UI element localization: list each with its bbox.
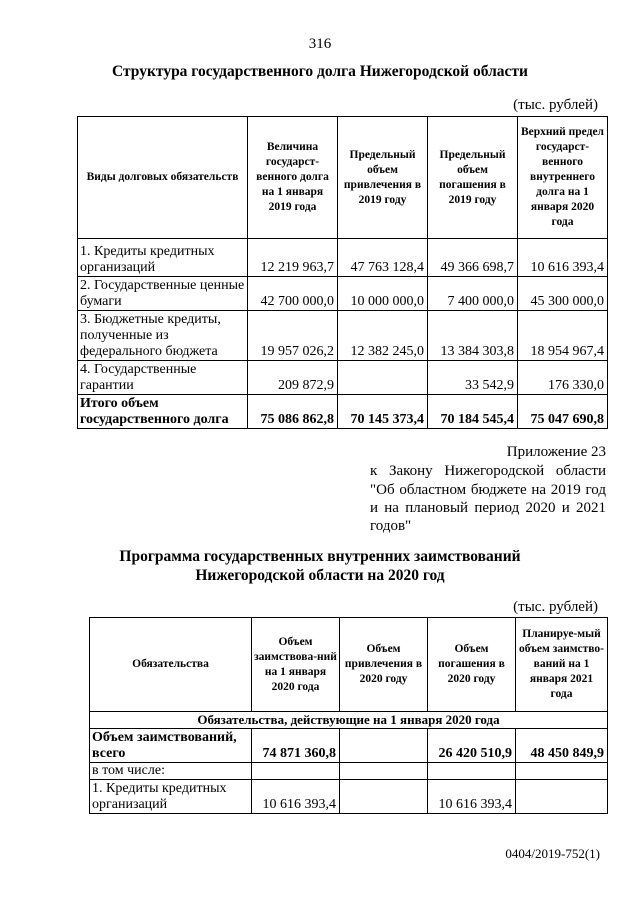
page-number: 316 <box>308 36 332 52</box>
cell-value: 75 086 862,8 <box>248 395 338 429</box>
section-label: Обязательства, действующие на 1 января 2020 года <box>90 712 608 729</box>
appendix-line: годов" <box>370 518 412 534</box>
col-header: Виды долговых обязательств <box>78 117 248 239</box>
cell-value <box>428 763 516 780</box>
row-label: 1. Кредиты кредитных организаций <box>78 239 248 277</box>
cell-value: 13 384 303,8 <box>428 311 518 361</box>
cell-value: 45 300 000,0 <box>518 277 608 311</box>
borrowing-program-unit: (тыс. рублей) <box>513 599 598 615</box>
col-header: Объем погашения в 2020 году <box>428 618 516 712</box>
row-label: Объем заимствований, всего <box>90 729 252 763</box>
footer-document-code: 0404/2019-752(1) <box>505 846 600 861</box>
row-label: 1. Кредиты кредитных организаций <box>90 780 252 814</box>
row-label: 2. Государственные ценные бумаги <box>78 277 248 311</box>
debt-structure-unit: (тыс. рублей) <box>513 97 598 113</box>
borrowing-program-title: Программа государственных внутренних заимствований <box>119 548 521 565</box>
cell-value: 12 219 963,7 <box>248 239 338 277</box>
cell-value: 12 382 245,0 <box>338 311 428 361</box>
table-row <box>78 239 608 277</box>
borrowing-program-subtitle: Нижегородской области на 2020 год <box>195 567 445 584</box>
cell-value <box>338 361 428 395</box>
col-header: Предельный объем погашения в 2019 году <box>428 117 518 239</box>
cell-value: 75 047 690,8 <box>518 395 608 429</box>
col-header: Обязательства <box>90 618 252 712</box>
cell-value: 10 000 000,0 <box>338 277 428 311</box>
cell-value <box>516 763 608 780</box>
appendix-line: и на плановый период 2020 и 2021 <box>370 500 606 516</box>
cell-value <box>340 763 428 780</box>
table-row <box>90 729 608 763</box>
cell-value <box>252 763 340 780</box>
cell-value <box>516 780 608 814</box>
table-header-row <box>78 117 608 239</box>
table-total-row <box>78 395 608 429</box>
table-header-row <box>90 618 608 712</box>
appendix-line: к Закону Нижегородской области <box>370 463 606 479</box>
cell-value: 10 616 393,4 <box>518 239 608 277</box>
col-header: Объем заимствова-ний на 1 января 2020 года <box>252 618 340 712</box>
table-row <box>90 780 608 814</box>
cell-value: 70 184 545,4 <box>428 395 518 429</box>
cell-value: 26 420 510,9 <box>428 729 516 763</box>
appendix-label: Приложение 23 <box>506 444 606 460</box>
col-header: Величина государст-венного долга на 1 января 2019 года <box>248 117 338 239</box>
row-label: 3. Бюджетные кредиты, полученные из федерального бюджета <box>78 311 248 361</box>
cell-value: 10 616 393,4 <box>428 780 516 814</box>
cell-value: 7 400 000,0 <box>428 277 518 311</box>
col-header: Верхний предел государст-венного внутреннего долга на 1 января 2020 года <box>518 117 608 239</box>
cell-value: 18 954 967,4 <box>518 311 608 361</box>
cell-value: 33 542,9 <box>428 361 518 395</box>
cell-value: 209 872,9 <box>248 361 338 395</box>
cell-value: 19 957 026,2 <box>248 311 338 361</box>
debt-structure-title: Структура государственного долга Нижегородской области <box>112 63 528 80</box>
row-label: Итого объем государственного долга <box>78 395 248 429</box>
borrowing-program-table <box>89 617 608 814</box>
row-label: в том числе: <box>90 763 252 780</box>
cell-value <box>340 780 428 814</box>
cell-value: 70 145 373,4 <box>338 395 428 429</box>
row-label: 4. Государственные гарантии <box>78 361 248 395</box>
cell-value: 47 763 128,4 <box>338 239 428 277</box>
table-row <box>90 763 608 780</box>
cell-value: 48 450 849,9 <box>516 729 608 763</box>
cell-value: 49 366 698,7 <box>428 239 518 277</box>
debt-structure-table <box>77 116 608 429</box>
table-section-row <box>90 712 608 729</box>
cell-value: 42 700 000,0 <box>248 277 338 311</box>
cell-value <box>340 729 428 763</box>
cell-value: 10 616 393,4 <box>252 780 340 814</box>
cell-value: 74 871 360,8 <box>252 729 340 763</box>
col-header: Планируе-мый объем заимство-ваний на 1 января 2021 года <box>516 618 608 712</box>
col-header: Объем привлечения в 2020 году <box>340 618 428 712</box>
cell-value: 176 330,0 <box>518 361 608 395</box>
table-row <box>78 361 608 395</box>
col-header: Предельный объем привлечения в 2019 году <box>338 117 428 239</box>
table-row <box>78 277 608 311</box>
table-row <box>78 311 608 361</box>
appendix-line: "Об областном бюджете на 2019 год <box>370 482 606 498</box>
